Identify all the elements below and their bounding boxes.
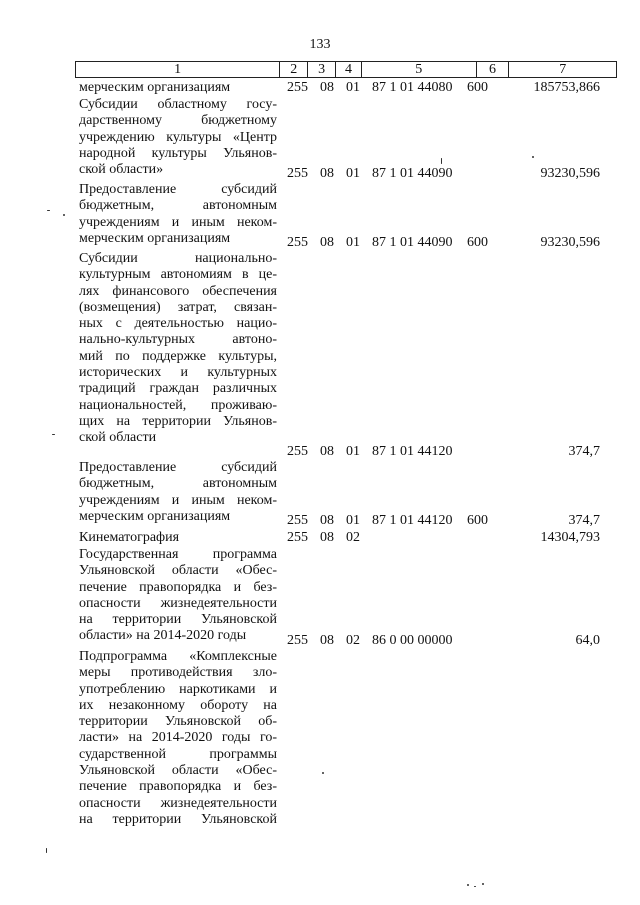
description-line: меры противодействия зло- — [79, 665, 277, 681]
description-line: Кинематография — [79, 530, 180, 545]
row-description — [79, 97, 277, 178]
description-line: сударственной программы — [79, 746, 277, 762]
cell-section: 08 — [320, 80, 334, 95]
cell-admin: 255 — [287, 235, 308, 250]
cell-section: 08 — [320, 633, 334, 648]
description-line: дарственному бюджетному — [79, 113, 277, 129]
cell-target: 87 1 01 44090 — [372, 235, 453, 250]
description-line: мерческим организациям — [79, 508, 231, 524]
cell-target: 87 1 01 44080 — [372, 80, 453, 95]
table-row — [280, 444, 600, 461]
scan-speck — [322, 772, 324, 774]
cell-amount: 14304,793 — [540, 530, 600, 545]
row-description — [79, 649, 277, 828]
description-line: традиций граждан различных — [79, 381, 277, 397]
header-col-4: 4 — [336, 62, 362, 77]
cell-amount: 64,0 — [575, 633, 600, 648]
description-line: Предоставление субсидий — [79, 460, 277, 475]
description-line: (возмещения) затрат, связан- — [79, 299, 277, 315]
cell-section: 08 — [320, 513, 334, 528]
description-line: культурным автономиям в це- — [79, 267, 277, 283]
scan-speck — [532, 156, 534, 158]
cell-subsection: 02 — [346, 530, 360, 545]
description-line: употреблению наркотиками и — [79, 681, 277, 697]
header-col-5: 5 — [362, 62, 477, 77]
header-col-3: 3 — [308, 62, 336, 77]
cell-amount: 93230,596 — [540, 166, 600, 181]
description-line: опасности жизнедеятельности — [79, 795, 277, 811]
description-line: мерческим организациям — [79, 80, 231, 95]
scan-speck — [482, 883, 484, 885]
description-line: печение правопорядка и без- — [79, 779, 277, 795]
cell-subsection: 02 — [346, 633, 360, 648]
description-line: области» на 2014-2020 годы — [79, 628, 247, 644]
description-line: Ульяновской области «Обес- — [79, 563, 277, 579]
header-col-2: 2 — [280, 62, 308, 77]
table-row — [280, 530, 600, 547]
description-line: учреждениям и иным неком- — [79, 492, 277, 508]
scan-speck — [467, 884, 469, 886]
cell-target: 86 0 00 00000 — [372, 633, 453, 648]
header-col-7: 7 — [559, 62, 567, 77]
description-line: ных с деятельностью нацио- — [79, 316, 277, 332]
header-col-6: 6 — [477, 62, 510, 77]
description-line: опасности жизнедеятельности — [79, 595, 277, 611]
cell-amount: 374,7 — [568, 444, 600, 459]
description-line: ской области» — [79, 162, 164, 178]
table-header — [75, 61, 617, 78]
description-line: ласти» на 2014-2020 годы го- — [79, 730, 277, 746]
table-row — [280, 633, 600, 650]
description-line: их незаконному обороту на — [79, 697, 277, 713]
cell-subsection: 01 — [346, 513, 360, 528]
cell-admin: 255 — [287, 633, 308, 648]
description-line: нально-культурных автоно- — [79, 332, 277, 348]
description-line: учреждению культуры «Центр — [79, 129, 277, 145]
cell-section: 08 — [320, 530, 334, 545]
cell-admin: 255 — [287, 513, 308, 528]
cell-expense-type: 600 — [467, 235, 488, 250]
description-line: Ульяновской области «Обес- — [79, 763, 277, 779]
description-line: ской области — [79, 430, 157, 446]
description-line: исторических и культурных — [79, 365, 277, 381]
description-line: Предоставление субсидий — [79, 182, 277, 197]
cell-admin: 255 — [287, 530, 308, 545]
page-number: 133 — [309, 37, 331, 52]
row-description — [79, 251, 277, 447]
scan-speck — [52, 434, 55, 435]
header-col-1: 1 — [76, 62, 280, 77]
cell-target: 87 1 01 44120 — [372, 513, 453, 528]
description-line: щих на территории Ульянов- — [79, 413, 277, 429]
description-line: территории Ульяновской об- — [79, 714, 277, 730]
description-line: печение правопорядка и без- — [79, 579, 277, 595]
cell-subsection: 01 — [346, 166, 360, 181]
description-line: Подпрограмма «Комплексные — [79, 649, 277, 664]
row-description — [79, 530, 277, 546]
table-row — [280, 166, 600, 183]
cell-subsection: 01 — [346, 80, 360, 95]
table-row — [280, 235, 600, 252]
row-description — [79, 182, 277, 247]
scan-speck — [46, 848, 47, 853]
cell-subsection: 01 — [346, 444, 360, 459]
description-line: на территории Ульяновской — [79, 612, 277, 628]
description-line: бюджетным, автономным — [79, 476, 277, 492]
scan-speck — [63, 214, 65, 216]
cell-admin: 255 — [287, 166, 308, 181]
description-line: мий по поддержке культуры, — [79, 348, 277, 364]
row-description — [79, 460, 277, 525]
cell-amount: 374,7 — [568, 513, 600, 528]
description-line: Субсидии национально- — [79, 251, 277, 266]
cell-section: 08 — [320, 166, 334, 181]
description-line: Государственная программа — [79, 547, 277, 562]
row-description — [79, 547, 277, 645]
table-row — [280, 513, 600, 530]
cell-expense-type: 600 — [467, 80, 488, 95]
scan-speck — [47, 210, 50, 211]
cell-section: 08 — [320, 235, 334, 250]
description-line: мерческим организациям — [79, 230, 231, 246]
cell-admin: 255 — [287, 80, 308, 95]
description-line: лях финансового обеспечения — [79, 283, 277, 299]
cell-admin: 255 — [287, 444, 308, 459]
description-line: бюджетным, автономным — [79, 198, 277, 214]
table-row — [280, 80, 600, 97]
cell-subsection: 01 — [346, 235, 360, 250]
cell-target: 87 1 01 44120 — [372, 444, 453, 459]
description-line: национальностей, проживаю- — [79, 397, 277, 413]
cell-target: 87 1 01 44090 — [372, 166, 453, 181]
scan-speck — [441, 158, 442, 164]
cell-amount: 93230,596 — [540, 235, 600, 250]
description-line: народной культуры Ульянов- — [79, 145, 277, 161]
scan-speck — [474, 886, 476, 887]
description-line: учреждениям и иным неком- — [79, 214, 277, 230]
cell-section: 08 — [320, 444, 334, 459]
row-description — [79, 80, 277, 96]
description-line: Субсидии областному госу- — [79, 97, 277, 112]
cell-expense-type: 600 — [467, 513, 488, 528]
cell-amount: 185753,866 — [533, 80, 600, 95]
description-line: на территории Ульяновской — [79, 811, 277, 827]
